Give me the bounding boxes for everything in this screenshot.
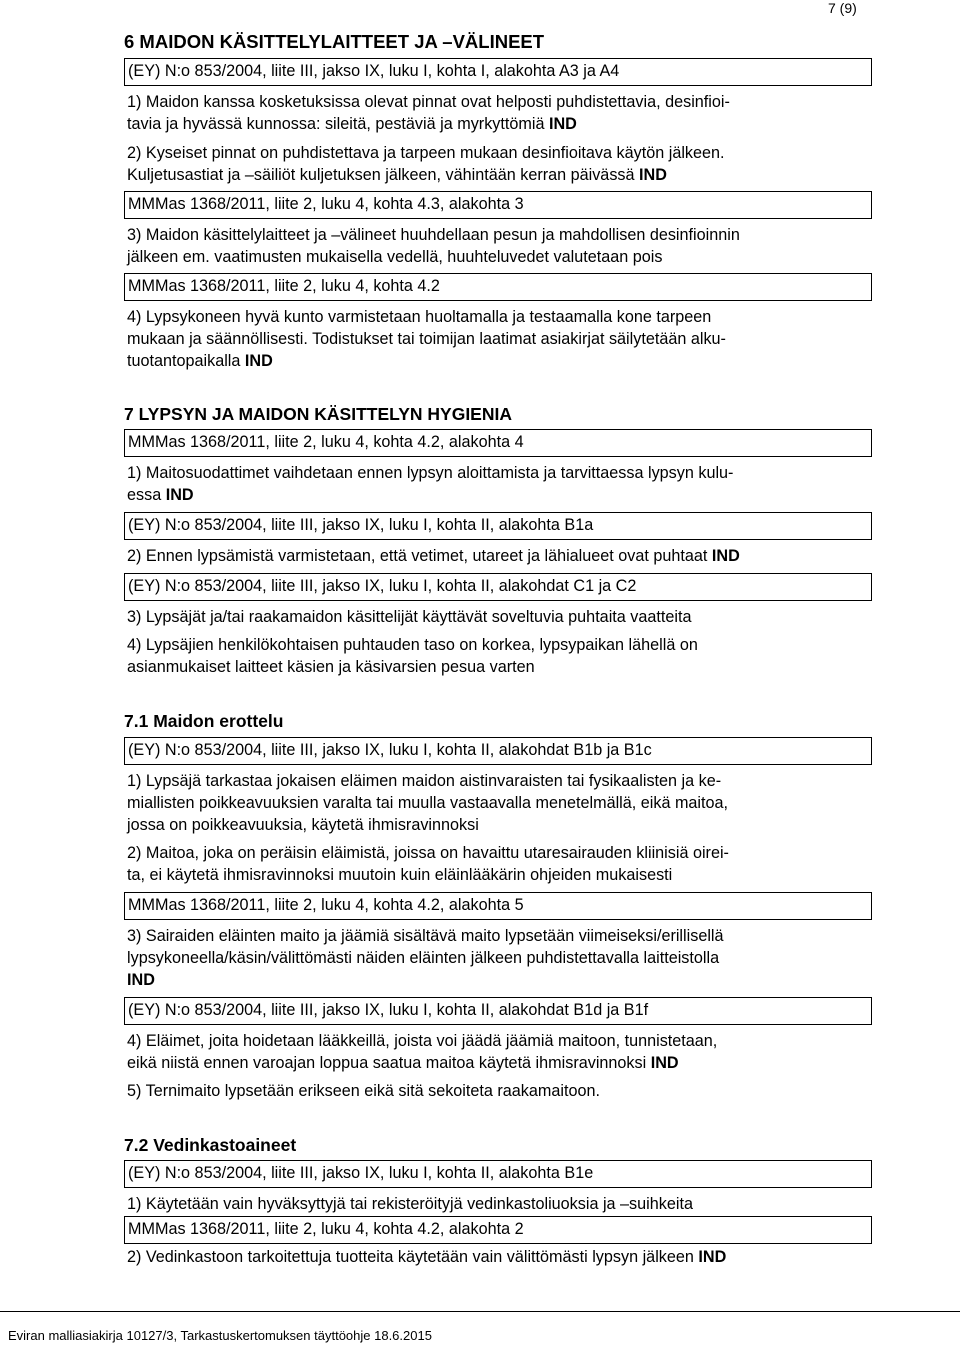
regulation-ref-box: MMMas 1368/2011, liite 2, luku 4, kohta 4.2, alakohta 4 — [124, 429, 872, 457]
requirement-text: ta, ei käytetä ihmisravinnoksi muutoin kuin eläinlääkärin ohjeiden mukaisesti — [127, 866, 673, 884]
requirement-text: 2) Ennen lypsämistä varmistetaan, että vetimet, utareet ja lähialueet ovat puhtaat IND — [127, 547, 740, 565]
requirement-item — [124, 462, 872, 506]
requirement-text: eikä niistä ennen varoajan loppua saatua maitoa käytetä ihmisravinnoksi IND — [127, 1054, 679, 1072]
requirement-text: 4) Lypsäjien henkilökohtaisen puhtauden taso on korkea, lypsypaikan lähellä on — [127, 636, 698, 654]
requirement-text: jälkeen em. vaatimusten mukaisella vedellä, huuhteluvedet valutetaan pois — [127, 248, 663, 266]
regulation-ref-box: (EY) N:o 853/2004, liite III, jakso IX, luku I, kohta II, alakohdat C1 ja C2 — [124, 573, 872, 601]
ind-marker: IND — [698, 1248, 727, 1266]
requirement-text: lypsykoneella/käsin/välittömästi näiden eläinten jälkeen puhdistettavalla laitteistolla — [127, 949, 720, 967]
requirement-item — [124, 842, 872, 886]
requirement-item — [124, 925, 872, 991]
section-7-title: 7 LYPSYN JA MAIDON KÄSITTELYN HYGIENIA — [124, 404, 512, 424]
ind-marker: IND — [244, 352, 273, 370]
requirement-text: Kuljetusastiat ja –säiliöt kuljetuksen jälkeen, vähintään kerran päivässä IND — [127, 166, 667, 184]
regulation-ref-box: (EY) N:o 853/2004, liite III, jakso IX, luku I, kohta II, alakohdat B1b ja B1c — [124, 737, 872, 765]
requirement-text: miallisten poikkeavuuksien varalta tai muulla vastaavalla menetelmällä, eikä maitoa, — [127, 794, 729, 812]
requirement-item — [124, 1080, 872, 1102]
requirement-text: tavia ja hyvässä kunnossa: sileitä, pestäviä ja myrkyttömiä IND — [127, 115, 577, 133]
requirement-item — [124, 606, 872, 628]
requirement-text: 1) Lypsäjä tarkastaa jokaisen eläimen maidon aistinvaraisten tai fysikaalisten ja ke- — [127, 772, 722, 790]
regulation-ref-box: MMMas 1368/2011, liite 2, luku 4, kohta 4.2, alakohta 2 — [124, 1216, 872, 1244]
regulation-ref-box: (EY) N:o 853/2004, liite III, jakso IX, luku I, kohta II, alakohdat B1d ja B1f — [124, 997, 872, 1025]
regulation-ref-box: MMMas 1368/2011, liite 2, luku 4, kohta 4.3, alakohta 3 — [124, 191, 872, 219]
requirement-item — [124, 634, 872, 678]
requirement-text: 3) Maidon käsittelylaitteet ja –välineet huuhdellaan pesun ja mahdollisen desinfioinnin — [127, 226, 740, 244]
ind-marker: IND — [650, 1054, 679, 1072]
requirement-item — [124, 770, 872, 836]
requirement-text: jossa on poikkeavuuksia, käytetä ihmisravinnoksi — [127, 816, 479, 834]
requirement-text: 2) Kyseiset pinnat on puhdistettava ja tarpeen mukaan desinfioitava käytön jälkeen. — [127, 144, 725, 162]
regulation-ref-box: (EY) N:o 853/2004, liite III, jakso IX, luku I, kohta II, alakohta B1e — [124, 1160, 872, 1188]
requirement-item — [124, 1030, 872, 1074]
requirement-item — [124, 1193, 872, 1215]
requirement-text: 5) Ternimaito lypsetään erikseen eikä sitä sekoiteta raakamaitoon. — [127, 1082, 600, 1100]
footer-divider — [0, 1311, 960, 1312]
page-number: 7 (9) — [828, 0, 857, 16]
requirement-text: mukaan ja säännöllisesti. Todistukset tai toimijan laatimat asiakirjat säilytetään alku- — [127, 330, 726, 348]
requirement-text: 1) Maitosuodattimet vaihdetaan ennen lypsyn aloittamista ja tarvittaessa lypsyn kulu- — [127, 464, 734, 482]
regulation-ref-box: MMMas 1368/2011, liite 2, luku 4, kohta 4.2, alakohta 5 — [124, 892, 872, 920]
section-6-title: 6 MAIDON KÄSITTELYLAITTEET JA –VÄLINEET — [124, 31, 545, 52]
section-7-2-title: 7.2 Vedinkastoaineet — [124, 1135, 297, 1155]
regulation-ref-box: (EY) N:o 853/2004, liite III, jakso IX, luku I, kohta I, alakohta A3 ja A4 — [124, 58, 872, 86]
requirement-text: 4) Eläimet, joita hoidetaan lääkkeillä, joista voi jäädä jäämiä maitoon, tunnistetaan, — [127, 1032, 718, 1050]
requirement-item — [124, 91, 872, 135]
requirement-text: 2) Vedinkastoon tarkoitettuja tuotteita käytetään vain välittömästi lypsyn jälkeen IND — [127, 1248, 727, 1266]
requirement-item — [124, 545, 872, 567]
requirement-item — [124, 142, 872, 186]
requirement-text: tuotantopaikalla IND — [127, 352, 273, 370]
requirement-text: 1) Maidon kanssa kosketuksissa olevat pinnat ovat helposti puhdistettavia, desinfioi- — [127, 93, 730, 111]
section-7-1-title: 7.1 Maidon erottelu — [124, 711, 284, 731]
ind-marker: IND — [165, 486, 194, 504]
requirement-item — [124, 224, 872, 268]
requirement-item — [124, 1246, 872, 1268]
footer-text: Eviran malliasiakirja 10127/3, Tarkastuskertomuksen täyttöohje 18.6.2015 — [8, 1328, 432, 1343]
requirement-text: asianmukaiset laitteet käsien ja käsivarsien pesua varten — [127, 658, 535, 676]
requirement-text: 4) Lypsykoneen hyvä kunto varmistetaan huoltamalla ja testaamalla kone tarpeen — [127, 308, 712, 326]
regulation-ref-box: (EY) N:o 853/2004, liite III, jakso IX, luku I, kohta II, alakohta B1a — [124, 512, 872, 540]
ind-marker: IND — [639, 166, 667, 184]
ind-marker: IND — [548, 115, 577, 133]
document-body — [124, 29, 872, 1268]
requirement-text: 1) Käytetään vain hyväksyttyjä tai rekisteröityjä vedinkastoliuoksia ja –suihkeita — [127, 1195, 693, 1213]
regulation-ref-box: MMMas 1368/2011, liite 2, luku 4, kohta 4.2 — [124, 273, 872, 301]
requirement-text: essa IND — [127, 486, 194, 504]
requirement-text: 3) Lypsäjät ja/tai raakamaidon käsittelijät käyttävät soveltuvia puhtaita vaatteita — [127, 608, 692, 626]
requirement-item — [124, 306, 872, 372]
ind-marker: IND — [711, 547, 740, 565]
requirement-text: 3) Sairaiden eläinten maito ja jäämiä sisältävä maito lypsetään viimeiseksi/erillisellä — [127, 927, 724, 945]
ind-marker: IND — [127, 971, 155, 989]
requirement-text: 2) Maitoa, joka on peräisin eläimistä, joissa on havaittu utaresairauden kliinisiä oirei- — [127, 844, 729, 862]
